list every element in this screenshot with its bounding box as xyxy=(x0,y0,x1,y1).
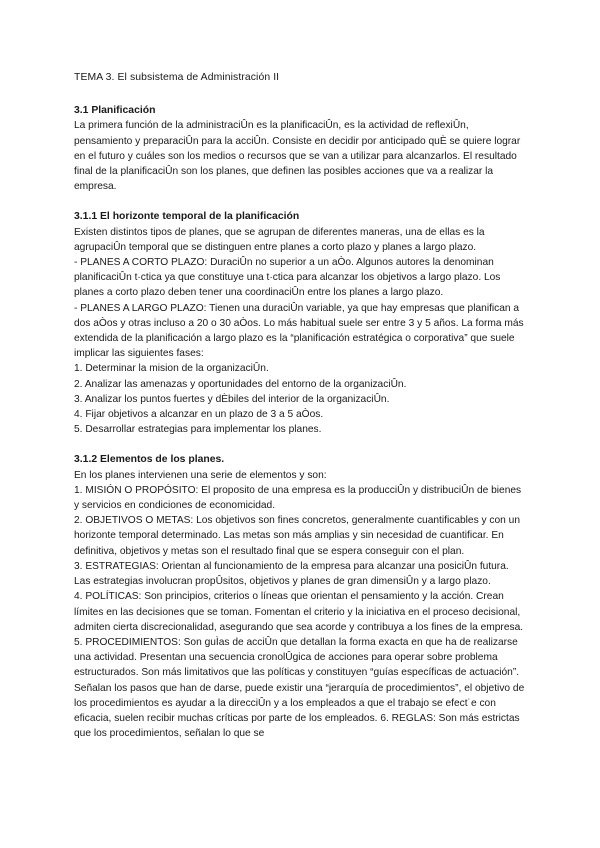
fase-item: 1. Determinar la mision de la organizaciÛn. xyxy=(74,363,269,375)
document-content xyxy=(74,70,526,741)
elemento-item: 2. OBJETIVOS O METAS: Los objetivos son fines concretos, generalmente cuantificables y con un horizonte temporal determinado. Las metas son más amplias y sin necesidad de cuantificar. En definitiva, objetivos y metas son el resultado final que se espera conseguir con el plan. xyxy=(74,515,521,557)
section-heading-3-1-1: 3.1.1 El horizonte temporal de la planificación xyxy=(74,211,300,223)
fase-item: 5. Desarrollar estrategias para implementar los planes. xyxy=(74,424,322,436)
elemento-item: 1. MISIÓN O PROPÓSITO: El proposito de una empresa es la producciÛn y distribuciÛn de bienes y servicios en condiciones de economicidad. xyxy=(74,484,522,512)
corto-plazo-paragraph: - PLANES A CORTO PLAZO: DuraciÛn no superior a un aÒo. Algunos autores la denominan planificaciÛn t·ctica ya que constituye una t·ctica para alcanzar los objetivos a largo plazo. Los planes a corto plazo deben tener una coordinaciÛn entre los planes a largo plazo. xyxy=(74,257,501,299)
elemento-item: 3. ESTRATEGIAS: Orientan al funcionamiento de la empresa para alcanzar una posiciÛn futura. Las estrategias involucran propÛsitos, objetivos y planes de gran dimensiÛn y a largo plazo. xyxy=(74,560,509,588)
largo-plazo-paragraph: - PLANES A LARGO PLAZO: Tienen una duraciÛn variable, ya que hay empresas que planifican a dos aÒos y otras incluso a 20 o 30 aÒos. Lo más habitual suele ser entre 3 y 5 años. La forma más extendida de la planificación a largo plazo es la “planificación estratégica o corporativa” que suele implicar las siguientes fases: xyxy=(74,302,524,360)
spacer xyxy=(74,194,526,209)
section-heading-3-1-2: 3.1.2 Elementos de los planes. xyxy=(74,454,225,466)
fase-item: 4. Fijar objetivos a alcanzar en un plazo de 3 a 5 aÒos. xyxy=(74,409,324,421)
section-3-1-2-intro: En los planes intervienen una serie de elementos y son: xyxy=(74,469,327,481)
spacer xyxy=(74,437,526,452)
document-title: TEMA 3. El subsistema de Administración II xyxy=(74,72,280,83)
section-3-1-paragraph: La primera función de la administraciÛn es la planificaciÛn, es la actividad de reflexiÛn, pensamiento y preparaciÛn para la acciÛn. Consiste en decidir por anticipado quÈ se quiere lograr en el futuro y cuáles son los medios o recursos que se van a utilizar para alcanzarlos. El resultado final de la planificaciÛn son los planes, que definen las posibles acciones que va a realizar la empresa. xyxy=(74,120,521,193)
fase-item: 2. Analizar las amenazas y oportunidades del entorno de la organizaciÛn. xyxy=(74,378,407,390)
elemento-item: 5. PROCEDIMIENTOS: Son guÌas de acciÛn que detallan la forma exacta en que ha de realizarse una actividad. Presentan una secuencia cronolÛgica de acciones para operar sobre problema estructurados. Son más limitativos que las políticas y constituyen “guías específicas de actuación”. Señalan los pasos que han de darse, puede existir una “jerarquía de procedimientos”, el objetivo de los procedimientos es ayudar a la direcciÛn y a los empleados a que el trabajo se efect˙e con eficacia, suelen recibir muchas críticas por parte de los empleados. 6. REGLAS: Son más estrictas que los procedimientos, señalan lo que se xyxy=(74,636,525,740)
fase-item: 3. Analizar los puntos fuertes y dÈbiles del interior de la organizaciÛn. xyxy=(74,393,390,405)
section-heading-3-1: 3.1 Planificación xyxy=(74,105,156,117)
section-3-1-1-intro: Existen distintos tipos de planes, que se agrupan de diferentes maneras, una de ellas es la agrupaciÛn temporal que se distinguen entre planes a corto plazo y planes a largo plazo. xyxy=(74,226,485,253)
elemento-item: 4. POLÍTICAS: Son principios, criterios o líneas que orientan el pensamiento y la acción. Crean límites en las decisiones que se toman. Fomentan el criterio y la iniciativa en el proceso decisional, admiten cierta discrecionalidad, asegurando que sea acorde y contribuya a los fines de la empresa. xyxy=(74,591,524,633)
